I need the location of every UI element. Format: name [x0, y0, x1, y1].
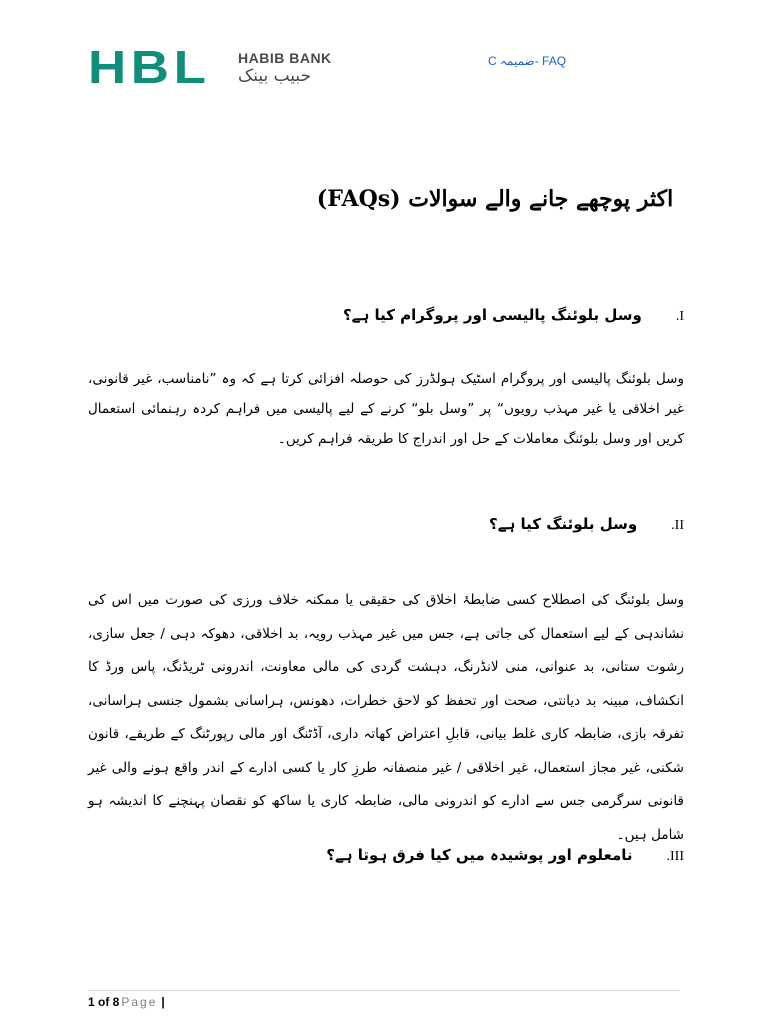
footer-separator: |: [161, 995, 165, 1009]
question-number: III.: [666, 849, 684, 864]
page-title: اکثر پوچھے جانے والے سوالات (FAQs): [316, 186, 674, 212]
answer-paragraph-1: وسل بلوئنگ پالیسی اور پروگرام اسٹیک ہولڈرز کی حوصلہ افزائی کرتا ہے کہ وہ ”نامناسب، غیر قانونی، غیر اخلاقی یا غیر مہذب رویوں“ پر ”وسل بلو“ کرنے کے لیے پالیسی میں فراہم کردہ رہنمائی استعمال کریں اور وسل بلوئنگ معاملات کے حل اور اندراج کا طریقہ فراہم کریں۔: [88, 371, 684, 447]
question-heading-1: [264, 306, 684, 325]
document-reference: C ضمیمہ- FAQ: [488, 54, 567, 68]
page-number: 1 of 8: [88, 995, 120, 1009]
question-heading-3: [264, 846, 684, 865]
question-number: II.: [671, 518, 684, 533]
hbl-logo-mark: HBL: [88, 41, 211, 93]
question-text: وسل بلوئنگ پالیسی اور پروگرام کیا ہے؟: [342, 306, 642, 324]
question-heading-2: [264, 515, 684, 534]
page-word: Page: [121, 995, 158, 1009]
question-text: وسل بلوئنگ کیا ہے؟: [489, 515, 638, 533]
answer-paragraph-2: وسل بلوئنگ کی اصطلاح کسی ضابطۂ اخلاق کی حقیقی یا ممکنہ خلاف ورزی کی صورت میں اس کی نشاندہی کے لیے استعمال کی جاتی ہے، جس میں غیر مہذب رویہ، بد اخلاقی، دھوکہ دہی / جعل سازی، رشوت ستانی، بد عنوانی، منی لانڈرنگ، دہشت گردی کی مالی معاونت، اندرونی ٹریڈنگ، پاس ورڈ کا انکشاف، مبینہ بد دیانتی، صحت اور تحفظ کو لاحق خطرات، دھونس، ہراسانی بشمول جنسی ہراسانی، تفرقہ بازی، ضابطہ کاری غلط بیانی، قابلِ اعتراض کھاتہ داری، آڈٹنگ اور مالی رپورٹنگ کے طریقے، قانون شکنی، غیر مجاز استعمال، غیر اخلاقی / غیر منصفانہ طرزِ کار یا کسی ادارے کے اندر واقع ہونے والی غیر قانونی سرگرمی جس سے ادارے کو اندرونی مالی، ضابطہ کاری یا ساکھ کو نقصان پہنچنے کا اندیشہ ہو شامل ہیں۔: [88, 592, 684, 843]
question-number: I.: [675, 309, 684, 324]
bank-name-english: HABIB BANK: [238, 50, 332, 66]
page-footer: [88, 995, 165, 1009]
question-text: نامعلوم اور پوشیدہ میں کیا فرق ہوتا ہے؟: [326, 846, 633, 864]
bank-name-urdu: حبیب بینک: [238, 66, 312, 86]
footer-divider: [88, 990, 680, 991]
